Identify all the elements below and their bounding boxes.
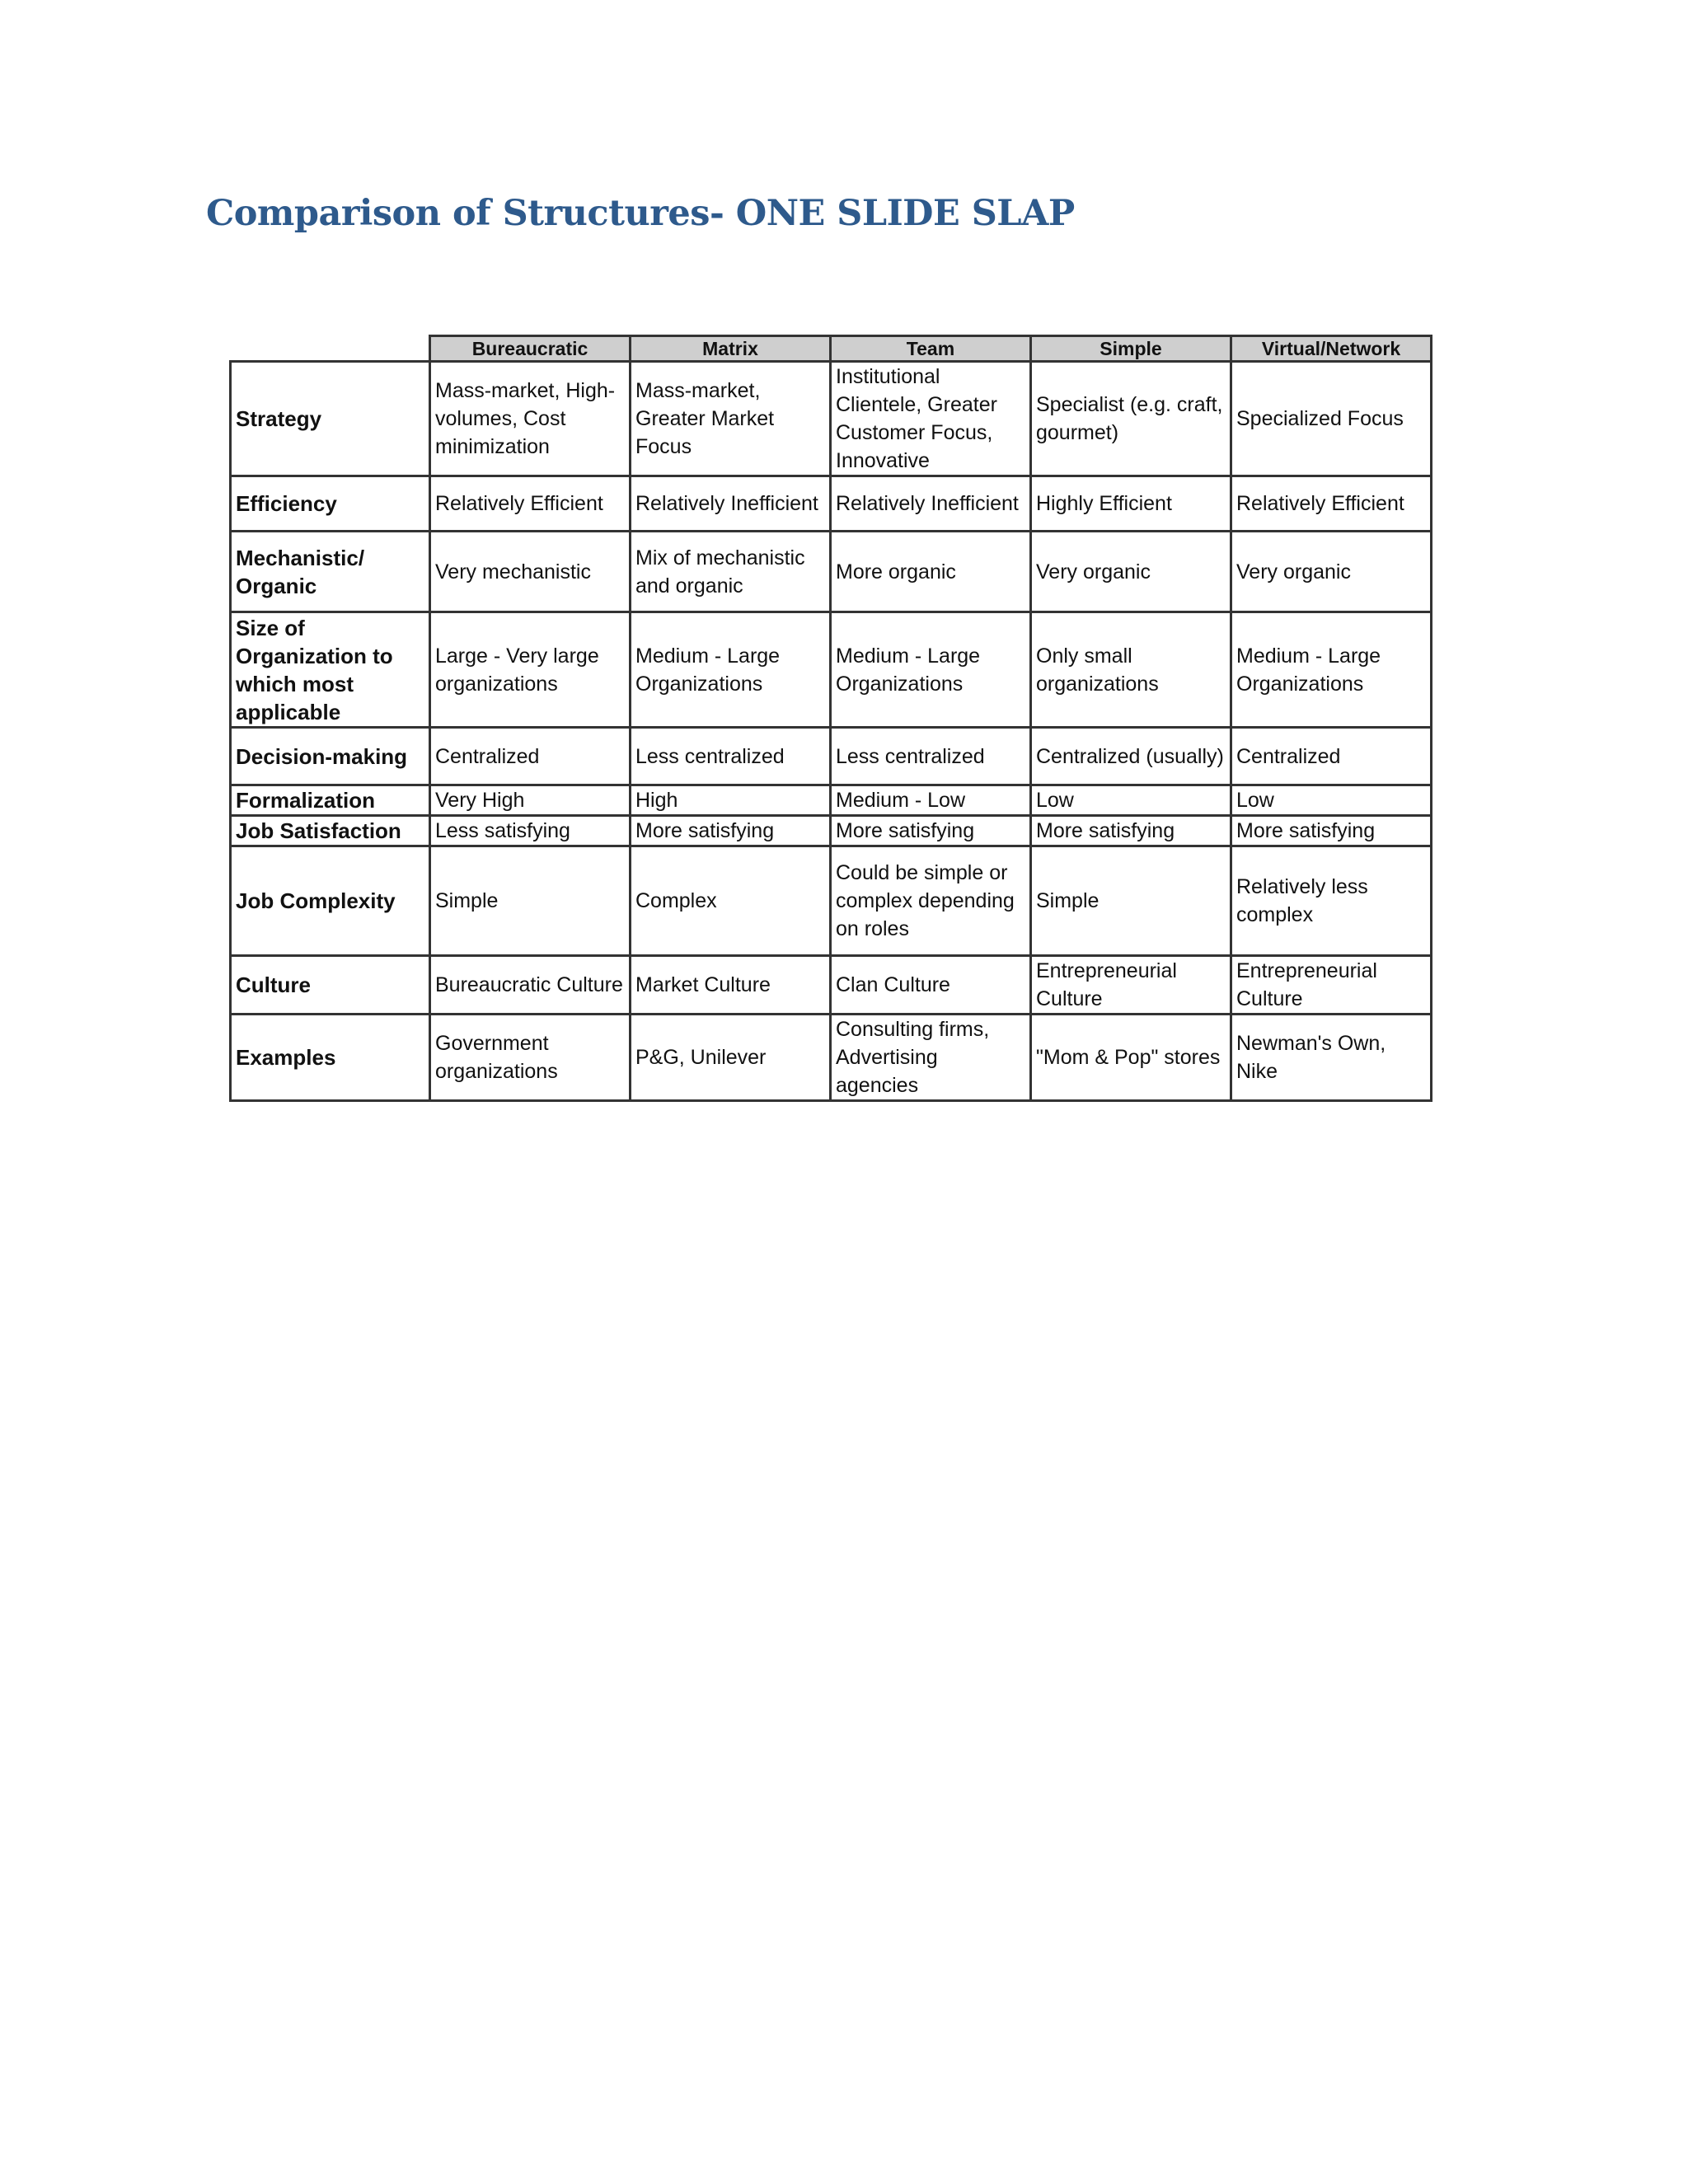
table-row-strategy: [231, 362, 1432, 476]
table-cell: Relatively Inefficient: [831, 476, 1031, 532]
table-cell: Highly Efficient: [1031, 476, 1231, 532]
table-cell: P&G, Unilever: [631, 1015, 831, 1101]
table-cell: Less centralized: [631, 728, 831, 785]
table-cell: More satisfying: [831, 816, 1031, 846]
table-cell: More organic: [831, 532, 1031, 612]
table-cell: Bureaucratic Culture: [430, 956, 631, 1015]
table-cell: Medium - Large Organizations: [1231, 612, 1432, 728]
table-cell: Less centralized: [831, 728, 1031, 785]
table-cell: Low: [1231, 785, 1432, 816]
table-row-efficiency: [231, 476, 1432, 532]
table-cell: Newman's Own, Nike: [1231, 1015, 1432, 1101]
table-cell: Large - Very large organizations: [430, 612, 631, 728]
column-header-simple: Simple: [1031, 336, 1231, 362]
row-label: Mechanistic/ Organic: [231, 532, 430, 612]
table-cell: More satisfying: [1231, 816, 1432, 846]
table-cell: Very organic: [1231, 532, 1432, 612]
row-label: Examples: [231, 1015, 430, 1101]
row-label: Culture: [231, 956, 430, 1015]
table-cell: Very High: [430, 785, 631, 816]
table-row-culture: [231, 956, 1432, 1015]
comparison-table: [229, 335, 1432, 1102]
table-row-job-complexity: [231, 846, 1432, 956]
table-cell: Centralized: [1231, 728, 1432, 785]
table-row-decision-making: [231, 728, 1432, 785]
table-cell: More satisfying: [631, 816, 831, 846]
comparison-table-container: [229, 335, 1432, 1102]
table-cell: Centralized (usually): [1031, 728, 1231, 785]
row-label: Job Complexity: [231, 846, 430, 956]
table-cell: Clan Culture: [831, 956, 1031, 1015]
table-cell: Entrepreneurial Culture: [1231, 956, 1432, 1015]
table-row-mechanistic-organic: [231, 532, 1432, 612]
table-cell: Could be simple or complex depending on roles: [831, 846, 1031, 956]
table-cell: Relatively Inefficient: [631, 476, 831, 532]
row-label: Formalization: [231, 785, 430, 816]
row-label: Decision-making: [231, 728, 430, 785]
table-row-formalization: [231, 785, 1432, 816]
table-cell: "Mom & Pop" stores: [1031, 1015, 1231, 1101]
table-cell: Low: [1031, 785, 1231, 816]
table-cell: Less satisfying: [430, 816, 631, 846]
column-header-virtual-network: Virtual/Network: [1231, 336, 1432, 362]
table-cell: Mass-market, High-volumes, Cost minimization: [430, 362, 631, 476]
table-cell: Specialist (e.g. craft, gourmet): [1031, 362, 1231, 476]
row-label: Job Satisfaction: [231, 816, 430, 846]
table-body: [231, 362, 1432, 1101]
table-cell: Very mechanistic: [430, 532, 631, 612]
table-cell: Relatively Efficient: [1231, 476, 1432, 532]
table-cell: Medium - Large Organizations: [831, 612, 1031, 728]
table-cell: Relatively less complex: [1231, 846, 1432, 956]
table-cell: Relatively Efficient: [430, 476, 631, 532]
table-cell: Simple: [430, 846, 631, 956]
row-label: Strategy: [231, 362, 430, 476]
row-label: Size of Organization to which most applicable: [231, 612, 430, 728]
table-cell: Mass-market, Greater Market Focus: [631, 362, 831, 476]
table-cell: High: [631, 785, 831, 816]
table-row-examples: [231, 1015, 1432, 1101]
table-cell: Simple: [1031, 846, 1231, 956]
table-cell: Centralized: [430, 728, 631, 785]
table-cell: Medium - Large Organizations: [631, 612, 831, 728]
row-label: Efficiency: [231, 476, 430, 532]
table-cell: Entrepreneurial Culture: [1031, 956, 1231, 1015]
column-header-team: Team: [831, 336, 1031, 362]
header-corner: [231, 336, 430, 362]
table-header: [231, 336, 1432, 362]
table-cell: Only small organizations: [1031, 612, 1231, 728]
table-cell: Market Culture: [631, 956, 831, 1015]
table-cell: Government organizations: [430, 1015, 631, 1101]
page-title: Comparison of Structures- ONE SLIDE SLAP: [206, 193, 1075, 234]
table-cell: Consulting firms, Advertising agencies: [831, 1015, 1031, 1101]
column-header-matrix: Matrix: [631, 336, 831, 362]
table-cell: Institutional Clientele, Greater Customer Focus, Innovative: [831, 362, 1031, 476]
column-header-bureaucratic: Bureaucratic: [430, 336, 631, 362]
table-cell: Medium - Low: [831, 785, 1031, 816]
table-cell: Mix of mechanistic and organic: [631, 532, 831, 612]
table-cell: Complex: [631, 846, 831, 956]
table-cell: Specialized Focus: [1231, 362, 1432, 476]
table-row-size-of-organization: [231, 612, 1432, 728]
header-row: [231, 336, 1432, 362]
table-cell: More satisfying: [1031, 816, 1231, 846]
table-row-job-satisfaction: [231, 816, 1432, 846]
table-cell: Very organic: [1031, 532, 1231, 612]
